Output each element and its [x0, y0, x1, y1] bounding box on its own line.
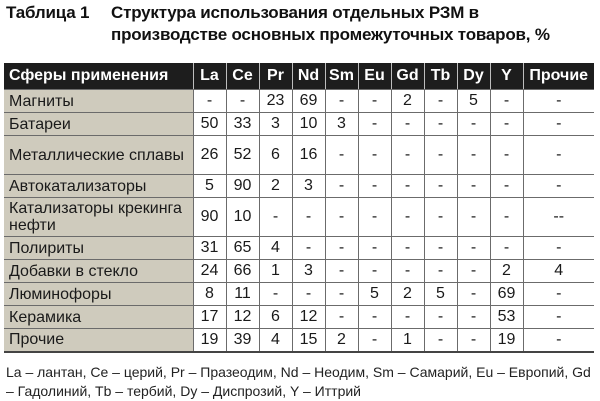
table-cell: 31	[193, 237, 226, 260]
table-cell: 69	[490, 283, 523, 306]
table-cell: -	[523, 136, 594, 175]
row-label: Катализаторы крекинга нефти	[4, 198, 193, 237]
column-header: La	[193, 63, 226, 90]
table-cell: 3	[292, 260, 325, 283]
table-cell: 26	[193, 136, 226, 175]
table-cell: 90	[226, 175, 259, 198]
table-cell: -	[325, 260, 358, 283]
table-cell: 19	[193, 329, 226, 352]
table-cell: 6	[259, 136, 292, 175]
table-cell: 2	[490, 260, 523, 283]
row-label: Автокатализаторы	[4, 175, 193, 198]
column-header: Y	[490, 63, 523, 90]
table-cell: 2	[391, 283, 424, 306]
table-cell: -	[391, 237, 424, 260]
table-cell: 24	[193, 260, 226, 283]
table-cell: -	[490, 136, 523, 175]
table-cell: 6	[259, 306, 292, 329]
table-cell: 3	[292, 175, 325, 198]
table-cell: 5	[358, 283, 391, 306]
table-cell: -	[490, 198, 523, 237]
table-cell: -	[358, 237, 391, 260]
table-cell: -	[325, 175, 358, 198]
table-cell: -	[490, 175, 523, 198]
table-row	[4, 283, 594, 306]
table-cell: 10	[292, 113, 325, 136]
column-header: Sm	[325, 63, 358, 90]
column-header: Gd	[391, 63, 424, 90]
table-cell: -	[391, 113, 424, 136]
table-cell: 2	[325, 329, 358, 352]
table-cell: -	[424, 260, 457, 283]
table-cell: 16	[292, 136, 325, 175]
rare-earth-usage-table	[4, 63, 594, 353]
table-cell: 1	[391, 329, 424, 352]
table-cell: 39	[226, 329, 259, 352]
table-cell: -	[424, 198, 457, 237]
table-row	[4, 237, 594, 260]
row-label: Добавки в стекло	[4, 260, 193, 283]
table-title: Структура использования отдельных РЗМ в производстве основных промежуточных товаров, %	[111, 3, 550, 44]
table-cell: 5	[424, 283, 457, 306]
table-cell: -	[424, 329, 457, 352]
table-cell: -	[523, 237, 594, 260]
table-cell: -	[358, 260, 391, 283]
table-cell: 12	[226, 306, 259, 329]
table-cell: -	[358, 175, 391, 198]
table-cell: 23	[259, 90, 292, 113]
row-label: Полириты	[4, 237, 193, 260]
table-cell: 65	[226, 237, 259, 260]
table-cell: -	[292, 283, 325, 306]
table-cell: -	[523, 90, 594, 113]
table-cell: -	[358, 306, 391, 329]
table-cell: 66	[226, 260, 259, 283]
table-cell: 5	[193, 175, 226, 198]
table-cell: -	[457, 198, 490, 237]
table-cell: -	[325, 306, 358, 329]
table-cell: -	[457, 136, 490, 175]
table-cell: -	[457, 329, 490, 352]
table-cell: -	[457, 237, 490, 260]
table-cell: -	[358, 329, 391, 352]
table-cell: 2	[259, 175, 292, 198]
table-cell: -	[424, 175, 457, 198]
column-header: Dy	[457, 63, 490, 90]
table-row	[4, 175, 594, 198]
column-header: Сферы применения	[4, 63, 193, 90]
table-cell: 3	[325, 113, 358, 136]
column-header: Eu	[358, 63, 391, 90]
table-cell: 33	[226, 113, 259, 136]
table-cell: -	[292, 237, 325, 260]
table-cell: -	[424, 136, 457, 175]
table-cell: 11	[226, 283, 259, 306]
column-header: Ce	[226, 63, 259, 90]
table-cell: -	[523, 329, 594, 352]
table-cell: 19	[490, 329, 523, 352]
column-header: Прочие	[523, 63, 594, 90]
table-cell: -	[457, 113, 490, 136]
column-header: Tb	[424, 63, 457, 90]
table-cell: -	[391, 198, 424, 237]
table-cell: -	[490, 90, 523, 113]
table-row	[4, 198, 594, 237]
table-cell: -	[325, 198, 358, 237]
table-cell: 52	[226, 136, 259, 175]
column-header: Nd	[292, 63, 325, 90]
table-cell: -	[358, 113, 391, 136]
table-cell: 5	[457, 90, 490, 113]
table-cell: -	[457, 175, 490, 198]
table-cell: -	[226, 90, 259, 113]
table-cell: 4	[259, 329, 292, 352]
table-cell: 10	[226, 198, 259, 237]
table-cell: -	[391, 175, 424, 198]
table-cell: -	[523, 175, 594, 198]
table-cell: -	[523, 113, 594, 136]
table-cell: 3	[259, 113, 292, 136]
table-cell: -	[457, 283, 490, 306]
table-cell: -	[358, 90, 391, 113]
table-row	[4, 306, 594, 329]
table-cell: 1	[259, 260, 292, 283]
table-cell: -	[325, 136, 358, 175]
table-cell: 15	[292, 329, 325, 352]
table-cell: 8	[193, 283, 226, 306]
table-cell: -	[523, 283, 594, 306]
table-cell: -	[424, 90, 457, 113]
row-label: Магниты	[4, 90, 193, 113]
table-cell: -	[259, 283, 292, 306]
row-label: Люминофоры	[4, 283, 193, 306]
header-row	[4, 63, 594, 90]
table-cell: -	[259, 198, 292, 237]
footnote: La – лантан, Ce – церий, Pr – Празеодим, Nd – Неодим, Sm – Самарий, Eu – Европий, Gd – Гадолиний, Tb – тербий, Dy – Диспрозий, Y – Иттрий	[6, 364, 591, 399]
table-cell: -	[523, 306, 594, 329]
table-cell: -	[391, 136, 424, 175]
table-cell: 69	[292, 90, 325, 113]
table-cell: 2	[391, 90, 424, 113]
table-row	[4, 136, 594, 175]
table-cell: -	[358, 136, 391, 175]
table-cell: -	[325, 90, 358, 113]
table-cell: 90	[193, 198, 226, 237]
table-row	[4, 329, 594, 352]
table-cell: -	[457, 306, 490, 329]
table-cell: -	[193, 90, 226, 113]
table-cell: -	[457, 260, 490, 283]
table-cell: -	[490, 237, 523, 260]
table-cell: -	[424, 306, 457, 329]
table-cell: -	[424, 237, 457, 260]
table-row	[4, 260, 594, 283]
table-cell: -	[424, 113, 457, 136]
table-cell: 17	[193, 306, 226, 329]
table-number: Таблица 1	[6, 3, 90, 22]
table-cell: 4	[523, 260, 594, 283]
table-cell: -	[325, 237, 358, 260]
table-cell: -	[292, 198, 325, 237]
table-cell: --	[523, 198, 594, 237]
table-cell: -	[391, 260, 424, 283]
row-label: Прочие	[4, 329, 193, 352]
row-label: Батареи	[4, 113, 193, 136]
table-cell: -	[325, 283, 358, 306]
table-row	[4, 90, 594, 113]
table-cell: -	[358, 198, 391, 237]
table-row	[4, 113, 594, 136]
table-cell: 4	[259, 237, 292, 260]
table-cell: 50	[193, 113, 226, 136]
table-cell: 12	[292, 306, 325, 329]
column-header: Pr	[259, 63, 292, 90]
table-cell: -	[391, 306, 424, 329]
table-cell: 53	[490, 306, 523, 329]
row-label: Металлические сплавы	[4, 136, 193, 175]
table-cell: -	[490, 113, 523, 136]
row-label: Керамика	[4, 306, 193, 329]
